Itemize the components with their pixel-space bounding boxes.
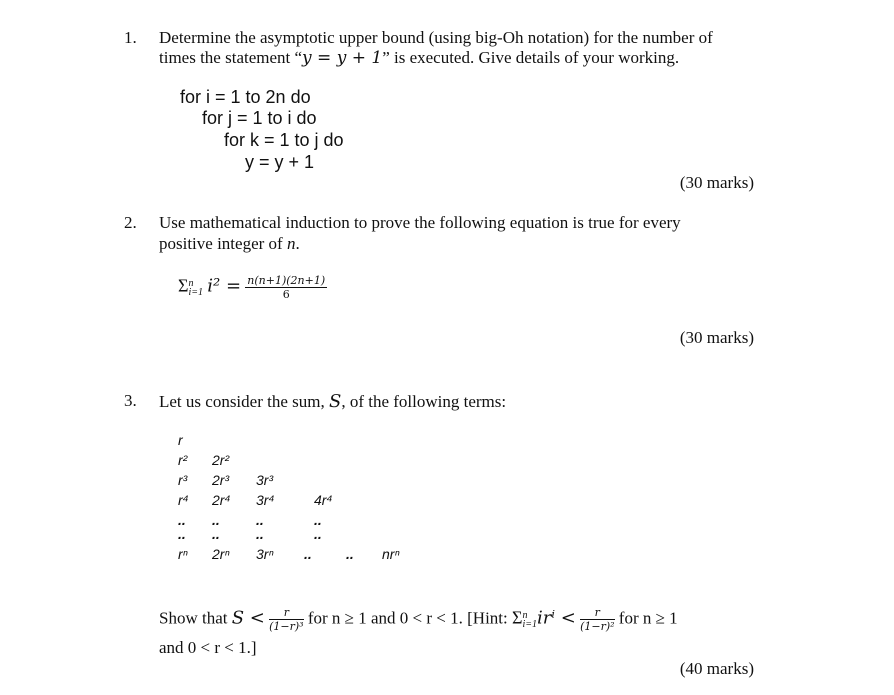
dots: .. [212,512,220,528]
q3-line-post: , of the following terms: [341,392,507,411]
dots: .. [178,512,186,528]
term: r³ [178,472,188,488]
hint-sum-lower: i=1 [522,618,538,630]
dots: .. [256,526,264,542]
fraction-2-numerator: r [580,606,614,620]
q2-var-n: n [286,234,296,253]
show-mid: for n ≥ 1 and 0 < r < 1. [Hint: [303,608,512,628]
dots: .. [212,526,220,542]
q2-numerator: n(n+1)(2n+1) [247,274,326,287]
terms-row [178,492,400,512]
hint-sum-upper: n [522,609,528,621]
term: nrⁿ [382,546,400,562]
fraction-1 [269,606,303,633]
terms-grid [178,432,400,566]
dots: .. [346,546,354,562]
q3-marks: (40 marks) [679,659,754,678]
q3-line [159,391,506,412]
sum-term: i² = [207,275,242,297]
show-pre: Show that [159,608,232,628]
term: 2rⁿ [212,546,230,562]
q2-number: 2. [124,213,137,232]
q3-number: 3. [124,391,137,410]
term: 2r⁴ [212,492,231,508]
fraction-1-denominator: (1−r)³ [269,620,304,633]
q1-line2-post: ” is executed. Give details of your working. [382,48,680,67]
q2-line1: Use mathematical induction to prove the following equation is true for every [159,213,681,232]
hint-sum-sign: Σ [512,607,523,628]
code-line-2: for j = 1 to i do [202,108,317,128]
q1-line1: Determine the asymptotic upper bound (using big-Oh notation) for the number of [159,28,713,47]
q3-line2: and 0 < r < 1.] [159,638,257,657]
q2-denominator: 6 [282,288,290,301]
q3-line-pre: Let us consider the sum, [159,392,329,411]
q2-line2-post: . [295,234,300,253]
dots: .. [314,512,322,528]
term: 3rⁿ [256,546,274,562]
q2-line2 [159,234,300,254]
term: rⁿ [178,546,188,562]
q1-marks: (30 marks) [679,173,754,192]
terms-row [178,432,400,452]
fraction-2 [580,606,614,633]
term: 3r⁴ [256,492,275,508]
dots: .. [256,512,264,528]
terms-row [178,472,400,492]
dots: .. [304,546,312,562]
terms-row [178,526,400,546]
term: 2r³ [212,472,230,488]
q1-line2-pre: times the statement “ [159,48,303,67]
code-line-4: y = y + 1 [245,152,315,172]
q1-statement: y = y + 1 [302,48,383,68]
q3-show-line [159,606,678,633]
dots: .. [314,526,322,542]
fraction-1-numerator: r [269,606,303,620]
terms-row [178,546,400,566]
term: 2r² [212,452,230,468]
hint-term: irⁱ < [537,607,576,629]
fraction-2-denominator: (1−r)² [580,620,615,633]
q2-line2-pre: positive integer of [159,234,287,253]
dots: .. [178,526,186,542]
term: r⁴ [178,492,189,508]
q2-marks: (30 marks) [679,328,754,347]
term: r [178,432,183,448]
term: r² [178,452,188,468]
code-line-1: for i = 1 to 2n do [180,87,311,107]
term: 3r³ [256,472,274,488]
sum-sign: Σ [178,275,189,296]
terms-row [178,452,400,472]
term: 4r⁴ [314,492,333,508]
q3-var-s: S [328,391,342,412]
q1-line2 [159,48,679,68]
q1-number: 1. [124,28,137,47]
sum-upper: n [188,277,194,289]
sum-lower: i=1 [188,286,204,298]
show-post: for n ≥ 1 [614,608,678,628]
code-line-3: for k = 1 to j do [224,130,344,150]
terms-row [178,512,400,526]
show-s: S < [231,607,265,629]
q2-fraction [245,274,327,301]
q2-equation [178,274,327,301]
